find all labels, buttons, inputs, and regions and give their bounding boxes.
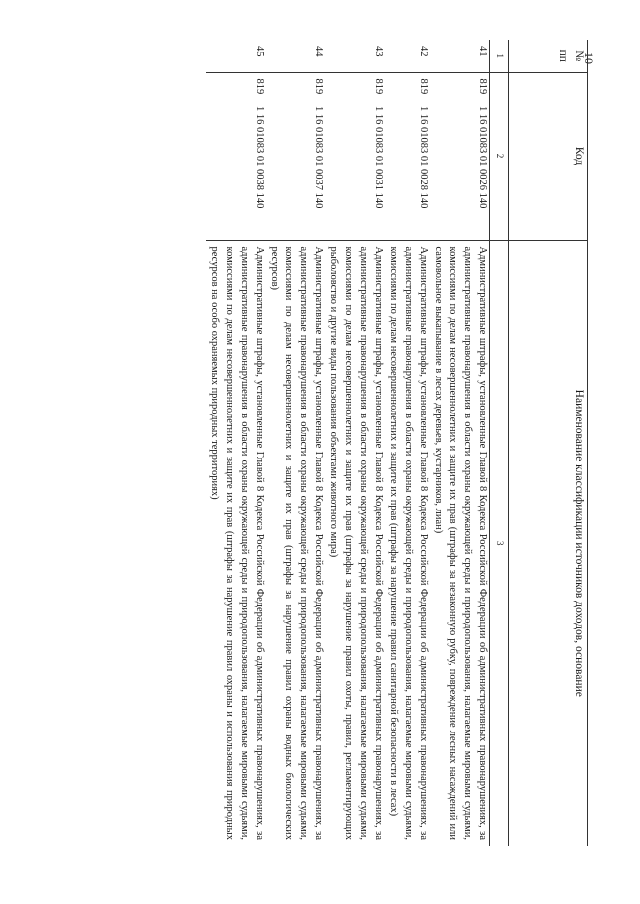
table-row <box>430 40 490 846</box>
header-code: Код <box>509 72 588 240</box>
table-header-row <box>509 40 588 846</box>
table-row <box>206 40 266 846</box>
income-code: 1 16 01083 01 0037 140 <box>313 106 325 209</box>
admin-code: 819 <box>385 72 430 100</box>
column-number: 3 <box>490 240 509 846</box>
column-number: 1 <box>490 40 509 72</box>
income-description: Административные штрафы, установленные Главой 8 Кодекса Российской Федерации об административных правонарушениях, за административные правонарушения в области охраны окружающей среды и природопользования, налагаемые мировыми судьями, комиссиями по делам несовершеннолетних и защите их прав (штрафы за незаконную рубку, повреждение лесных насаждений или самовольное выкапывание в лесах деревьев, кустарников, лиан) <box>430 240 490 846</box>
income-description: Административные штрафы, установленные Главой 8 Кодекса Российской Федерации об административных правонарушениях, за административные правонарушения в области охраны окружающей среды и природопользования, налагаемые мировыми судьями, комиссиями по делам несовершеннолетних и защите их прав (штрафы за нарушение правил охраны и использования природных ресурсов на особо охраняемых природных территориях) <box>206 240 266 846</box>
table-row <box>266 40 326 846</box>
admin-code: 819 <box>206 72 266 100</box>
header-name: Наименование классификации источников доходов, основание <box>509 240 588 846</box>
income-description: Административные штрафы, установленные Главой 8 Кодекса Российской Федерации об административных правонарушениях, за административные правонарушения в области охраны окружающей среды и природопользования, налагаемые мировыми судьями, комиссиями по делам несовершеннолетних и защите их прав (штрафы за нарушение правил охоты, правил, регламентирующих рыболовство и другие виды пользования объектами животного мира) <box>325 240 385 846</box>
row-number: 41 <box>477 46 489 57</box>
income-code: 1 16 01083 01 0026 140 <box>477 106 489 209</box>
table-row <box>325 40 385 846</box>
income-description: Административные штрафы, установленные Главой 8 Кодекса Российской Федерации об административных правонарушениях, за административные правонарушения в области охраны окружающей среды и природопользования, налагаемые мировыми судьями, комиссиями по делам несовершеннолетних и защите их прав (штрафы за нарушение правил охраны водных биологических ресурсов) <box>266 240 326 846</box>
header-row-number: № пп <box>509 40 588 72</box>
table-row <box>385 40 430 846</box>
admin-code: 819 <box>266 72 326 100</box>
column-number-row <box>490 40 509 846</box>
income-code: 1 16 01083 01 0038 140 <box>253 106 265 209</box>
document-table-area <box>70 40 588 846</box>
income-description: Административные штрафы, установленные Главой 8 Кодекса Российской Федерации об административных правонарушениях, за административные правонарушения в области охраны окружающей среды и природопользования, налагаемые мировыми судьями, комиссиями по делам несовершеннолетних и защите их прав (штрафы за нарушение правил санитарной безопасности в лесах) <box>385 240 430 846</box>
row-number: 45 <box>253 46 265 57</box>
column-number: 2 <box>490 72 509 240</box>
page-number: 10 <box>582 52 596 64</box>
row-number: 44 <box>313 46 325 57</box>
income-code: 1 16 01083 01 0031 140 <box>372 106 384 209</box>
admin-code: 819 <box>325 72 385 100</box>
row-number: 42 <box>417 46 429 57</box>
income-code: 1 16 01083 01 0028 140 <box>417 106 429 209</box>
admin-code: 819 <box>430 72 490 100</box>
row-number: 43 <box>372 46 384 57</box>
income-classification-table <box>206 40 588 846</box>
